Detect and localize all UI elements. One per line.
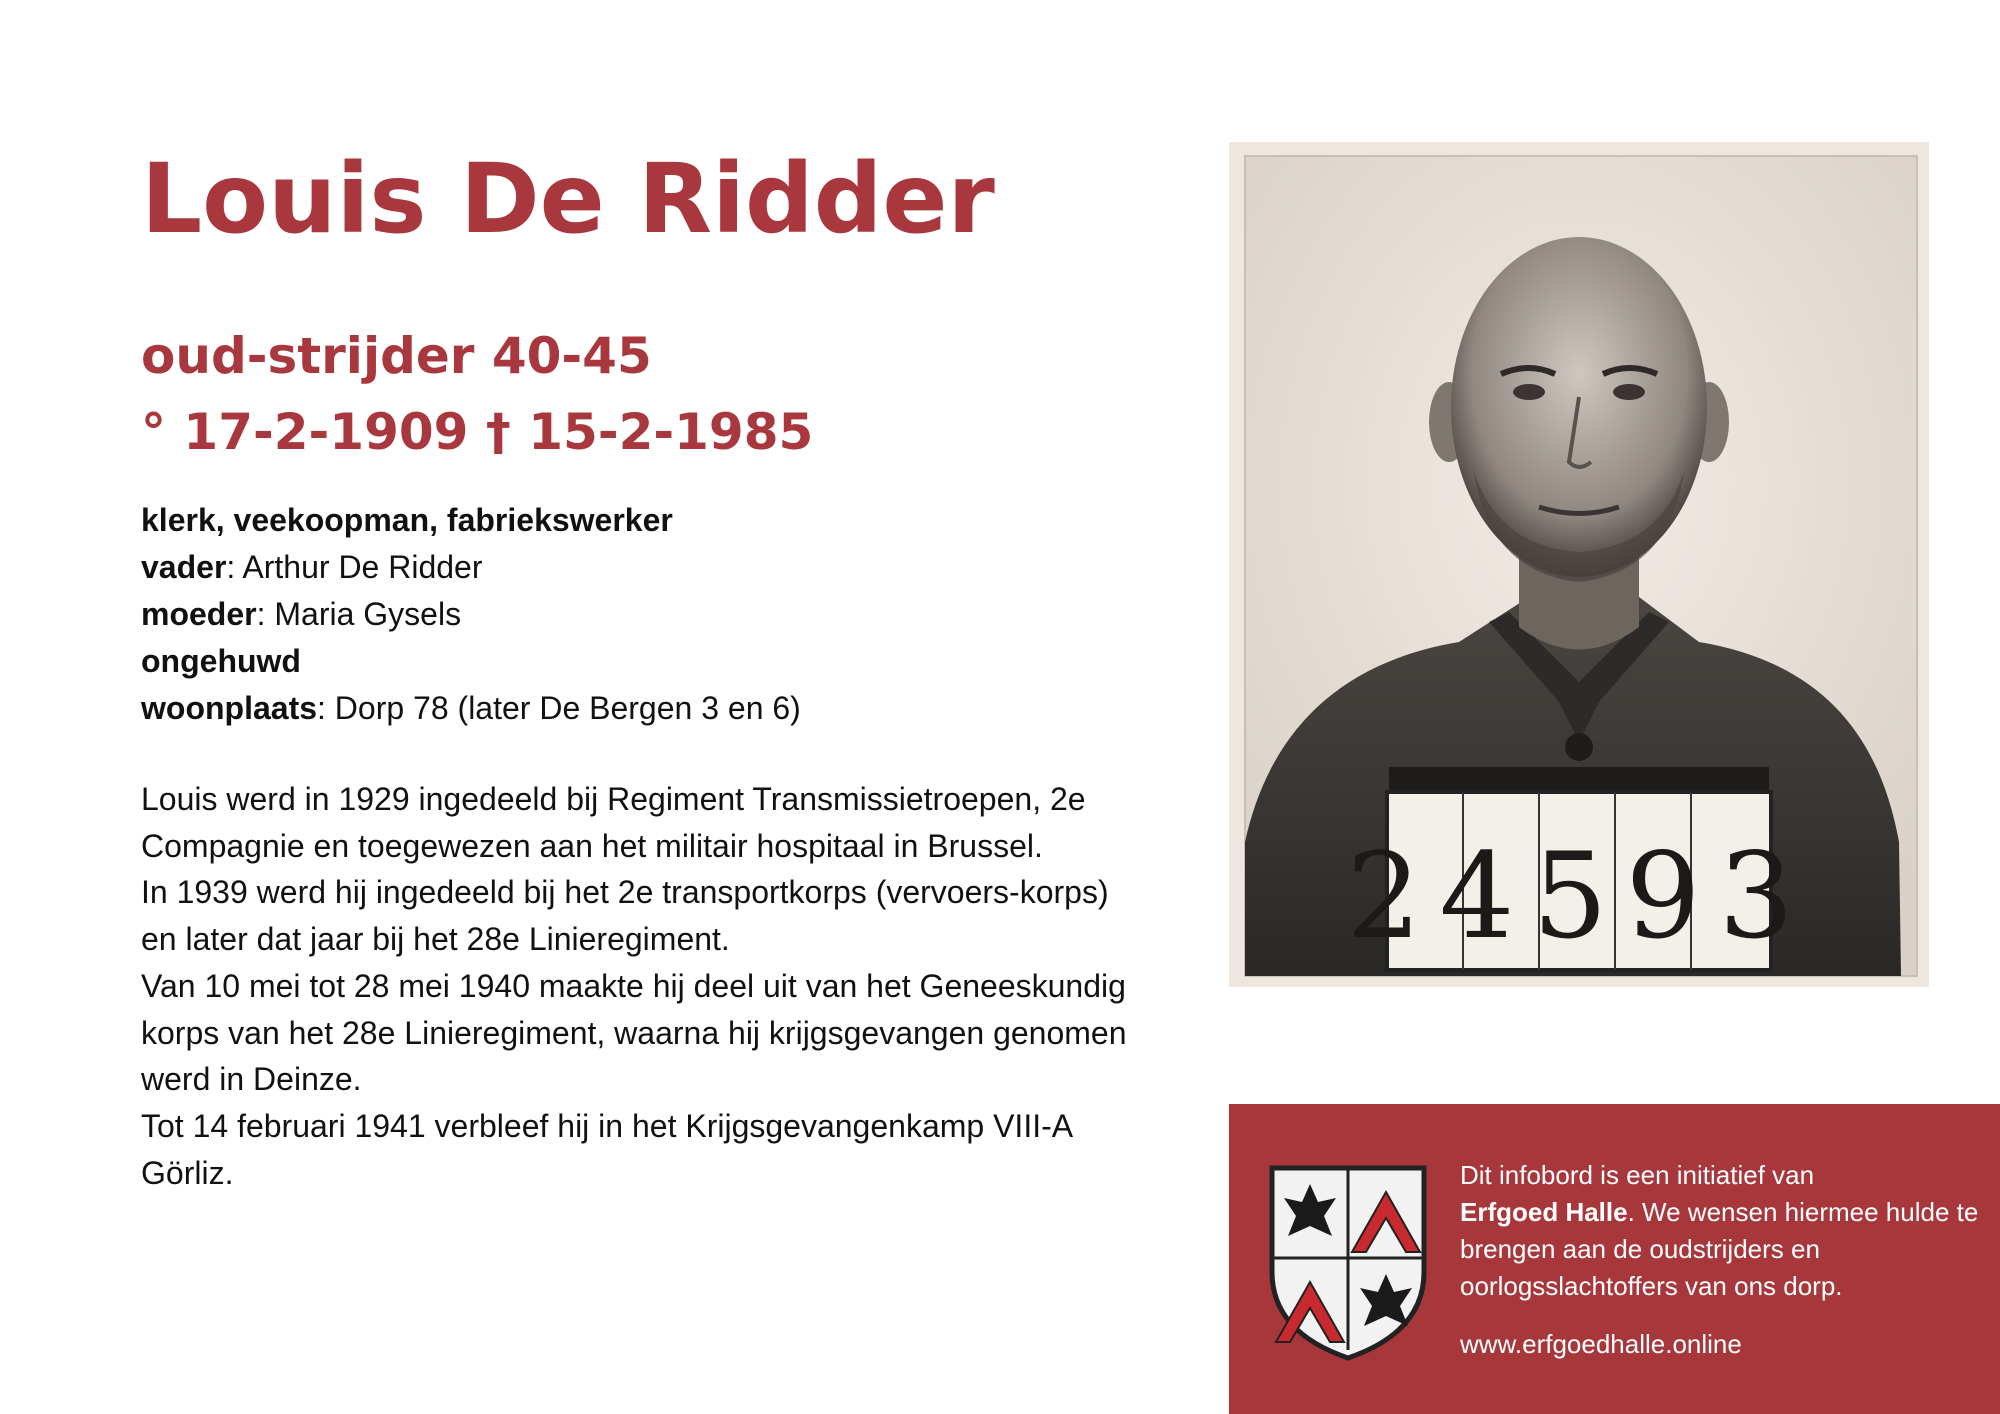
page-title: Louis De Ridder (141, 143, 995, 255)
website-link[interactable]: www.erfgoedhalle.online (1460, 1329, 1742, 1359)
portrait-photo (1229, 142, 1929, 987)
bio-paragraph: Van 10 mei tot 28 mei 1940 maakte hij deel uit van het Geneeskundig korps van het 28e Linieregiment, waarna hij krijgsgevangen genomen werd in Deinze. (141, 967, 1127, 1098)
panel-intro: Dit infobord is een initiatief van (1460, 1160, 1815, 1190)
panel-rest: . We wensen hiermee hulde te brengen aan de oudstrijders en oorlogsslachtoffers van ons dorp. (1460, 1197, 1979, 1301)
fact-father-label: vader (141, 549, 227, 585)
subtitle (141, 318, 813, 470)
panel-org: Erfgoed Halle (1460, 1197, 1628, 1227)
info-panel (1229, 1104, 2000, 1414)
fact-residence-value: : Dorp 78 (later De Bergen 3 en 6) (317, 690, 801, 726)
personal-facts (141, 497, 1041, 732)
prisoner-number: 24593 (1346, 827, 1812, 965)
fact-civil-status: ongehuwd (141, 643, 301, 679)
fact-mother-value: : Maria Gysels (256, 596, 462, 632)
subtitle-role: oud-strijder 40-45 (141, 327, 652, 385)
fact-residence-label: woonplaats (141, 690, 318, 726)
bio-paragraph: In 1939 werd hij ingedeeld bij het 2e transportkorps (vervoers-korps) en later dat jaar bij het 28e Linieregiment. (141, 874, 1109, 958)
fact-residence (141, 685, 1041, 732)
fact-mother-label: moeder (141, 596, 257, 632)
panel-description (1460, 1157, 1980, 1305)
subtitle-dates: ° 17-2-1909 † 15-2-1985 (141, 403, 814, 461)
fact-father (141, 544, 1041, 591)
portrait-drawing (1229, 142, 1929, 987)
coat-of-arms-icon (1266, 1162, 1430, 1366)
biography (141, 776, 1141, 1196)
fact-father-value: : Arthur De Ridder (226, 549, 483, 585)
fact-mother (141, 591, 1041, 638)
bio-paragraph: Louis werd in 1929 ingedeeld bij Regiment Transmissietroepen, 2e Compagnie en toegewezen aan het militair hospitaal in Brussel. (141, 781, 1086, 864)
bio-paragraph: Tot 14 februari 1941 verbleef hij in het Krijgsgevangenkamp VIII-A Görliz. (141, 1107, 1072, 1191)
fact-profession: klerk, veekoopman, fabriekswerker (141, 502, 673, 538)
